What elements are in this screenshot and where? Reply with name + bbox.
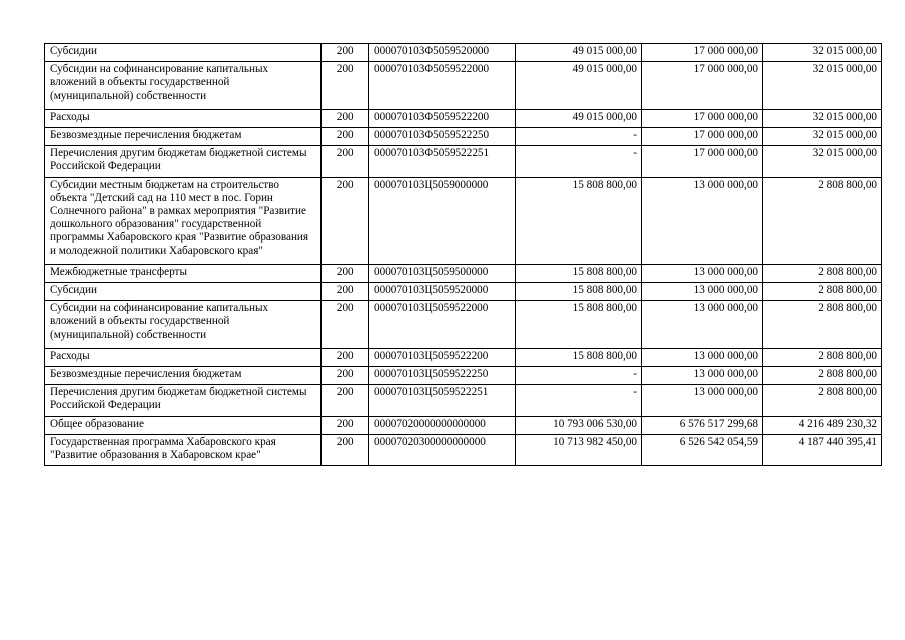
row-value-3: 32 015 000,00 [763,109,882,127]
row-value-2: 13 000 000,00 [642,264,763,282]
table-row [45,264,882,282]
row-name: Субсидии [45,283,321,301]
row-value-3: 4 216 489 230,32 [763,416,882,434]
row-value-2: 17 000 000,00 [642,44,763,62]
row-code: 200 [321,146,369,177]
row-code: 200 [321,62,369,110]
row-name: Субсидии на софинансирование капитальных вложений в объекты государственной (муниципальной) собственности [45,301,321,349]
row-value-3: 2 808 800,00 [763,264,882,282]
row-code: 200 [321,385,369,416]
row-code: 200 [321,109,369,127]
row-name: Перечисления другим бюджетам бюджетной системы Российской Федерации [45,385,321,416]
row-value-2: 6 576 517 299,68 [642,416,763,434]
row-value-1: 15 808 800,00 [516,283,642,301]
row-value-1: 15 808 800,00 [516,177,642,264]
row-value-2: 13 000 000,00 [642,348,763,366]
row-name: Общее образование [45,416,321,434]
row-kbk: 000070103Ц5059522200 [369,348,516,366]
row-value-1: 49 015 000,00 [516,44,642,62]
table-row [45,177,882,264]
row-kbk: 000070103Ф5059522250 [369,128,516,146]
row-kbk: 000070103Ц5059500000 [369,264,516,282]
row-value-2: 6 526 542 054,59 [642,434,763,465]
row-value-3: 2 808 800,00 [763,301,882,349]
row-code: 200 [321,367,369,385]
row-value-1: 49 015 000,00 [516,62,642,110]
row-kbk: 000070103Ф5059522000 [369,62,516,110]
row-kbk: 000070103Ц5059520000 [369,283,516,301]
row-kbk: 000070103Ц5059522000 [369,301,516,349]
row-value-1: 15 808 800,00 [516,348,642,366]
row-value-2: 13 000 000,00 [642,283,763,301]
row-name: Субсидии [45,44,321,62]
table-row [45,283,882,301]
row-kbk: 000070103Ц5059522251 [369,385,516,416]
table-row [45,109,882,127]
row-value-1: - [516,367,642,385]
row-name: Безвозмездные перечисления бюджетам [45,367,321,385]
row-code: 200 [321,264,369,282]
row-kbk: 000070103Ц5059522250 [369,367,516,385]
table-row [45,385,882,416]
budget-table [44,43,882,466]
row-code: 200 [321,301,369,349]
table-row [45,301,882,349]
row-value-1: 15 808 800,00 [516,301,642,349]
row-name: Расходы [45,348,321,366]
row-value-1: 10 793 006 530,00 [516,416,642,434]
table-row [45,146,882,177]
row-kbk: 000070103Ф5059522200 [369,109,516,127]
row-value-1: - [516,146,642,177]
row-code: 200 [321,283,369,301]
row-name: Безвозмездные перечисления бюджетам [45,128,321,146]
row-value-2: 17 000 000,00 [642,62,763,110]
row-value-2: 17 000 000,00 [642,128,763,146]
row-name: Государственная программа Хабаровского края "Развитие образования в Хабаровском крае" [45,434,321,465]
row-name: Субсидии на софинансирование капитальных вложений в объекты государственной (муниципальной) собственности [45,62,321,110]
row-value-3: 32 015 000,00 [763,128,882,146]
row-kbk: 000070103Ф5059522251 [369,146,516,177]
row-value-1: - [516,128,642,146]
row-value-2: 13 000 000,00 [642,385,763,416]
table-row [45,62,882,110]
row-value-3: 2 808 800,00 [763,385,882,416]
row-code: 200 [321,44,369,62]
row-code: 200 [321,128,369,146]
row-name: Расходы [45,109,321,127]
row-kbk: 000070103Ц5059000000 [369,177,516,264]
table-row [45,44,882,62]
row-value-2: 13 000 000,00 [642,301,763,349]
row-name: Перечисления другим бюджетам бюджетной системы Российской Федерации [45,146,321,177]
row-value-3: 2 808 800,00 [763,348,882,366]
row-value-3: 2 808 800,00 [763,283,882,301]
table-row [45,367,882,385]
row-value-3: 32 015 000,00 [763,146,882,177]
row-value-3: 2 808 800,00 [763,367,882,385]
row-kbk: 00007020000000000000 [369,416,516,434]
row-name: Межбюджетные трансферты [45,264,321,282]
row-value-3: 32 015 000,00 [763,44,882,62]
row-value-1: 49 015 000,00 [516,109,642,127]
table-row [45,416,882,434]
row-code: 200 [321,416,369,434]
row-value-2: 13 000 000,00 [642,367,763,385]
row-code: 200 [321,177,369,264]
row-name: Субсидии местным бюджетам на строительство объекта "Детский сад на 110 мест в пос. Горин Солнечного района" в рамках мероприятия "Развитие дошкольного образования" государственной программы Хабаровского края "Развитие образования и молодежной политики Хабаровского края" [45,177,321,264]
row-value-2: 17 000 000,00 [642,109,763,127]
row-value-3: 32 015 000,00 [763,62,882,110]
row-kbk: 00007020300000000000 [369,434,516,465]
row-value-3: 2 808 800,00 [763,177,882,264]
row-value-1: 10 713 982 450,00 [516,434,642,465]
row-value-1: - [516,385,642,416]
row-value-2: 17 000 000,00 [642,146,763,177]
row-value-3: 4 187 440 395,41 [763,434,882,465]
row-kbk: 000070103Ф5059520000 [369,44,516,62]
table-row [45,128,882,146]
table-row [45,434,882,465]
row-value-1: 15 808 800,00 [516,264,642,282]
row-code: 200 [321,434,369,465]
table-row [45,348,882,366]
row-code: 200 [321,348,369,366]
row-value-2: 13 000 000,00 [642,177,763,264]
